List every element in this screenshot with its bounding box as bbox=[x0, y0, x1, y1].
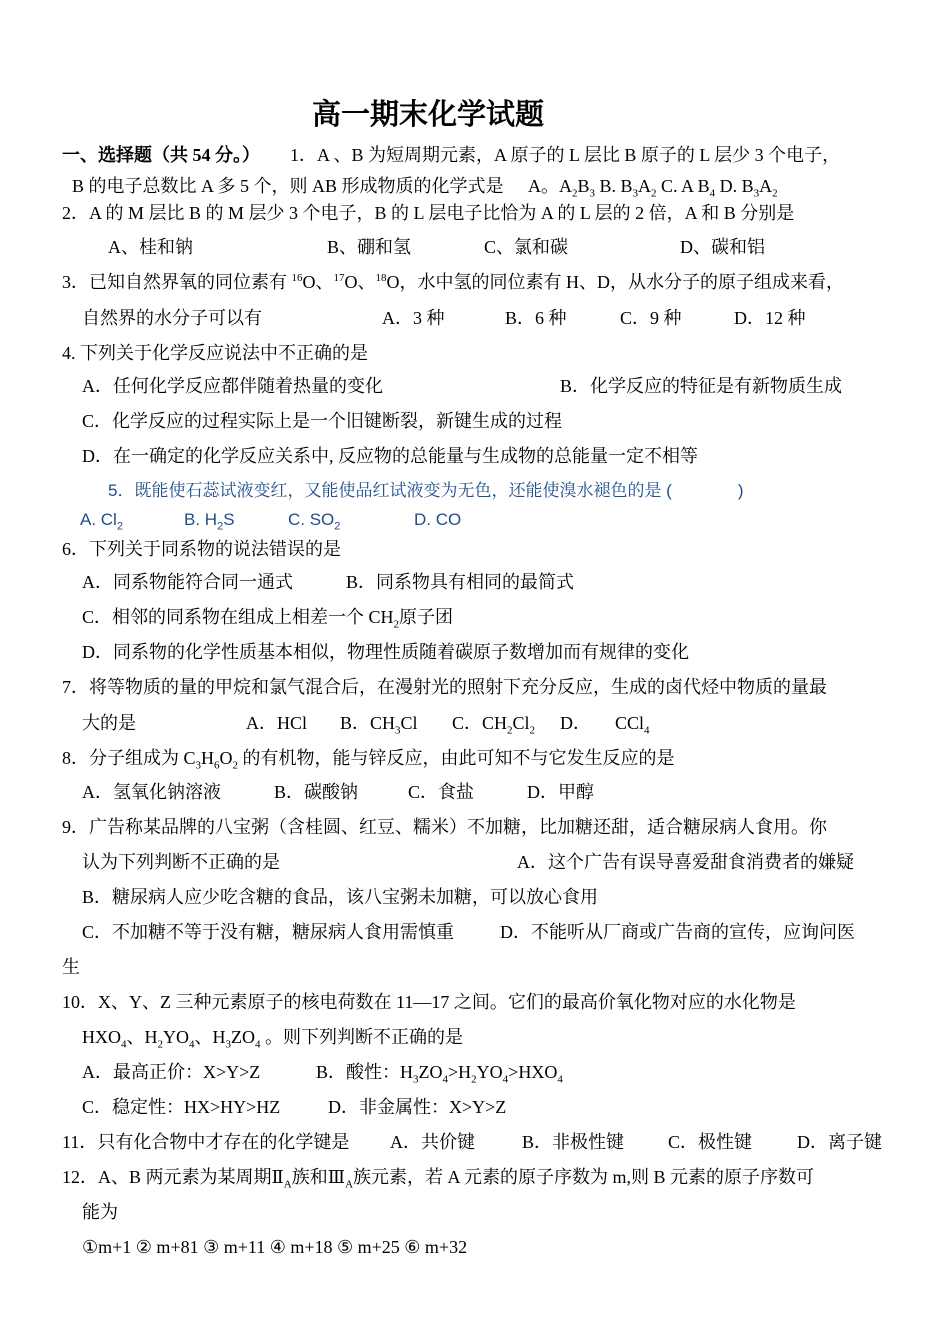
q5-option-c: C. $SO_2$ bbox=[288, 510, 341, 533]
q1-text-b: B 的电子总数比 A 多 5 个，则 AB 形成物质的化学式是 bbox=[72, 176, 504, 196]
q2-option-d: D、碳和铝 bbox=[680, 237, 765, 257]
question-6-stem: 6．下列关于同系物的说法错误的是 bbox=[62, 539, 341, 559]
q4-option-c: C．化学反应的过程实际上是一个旧键断裂，新键生成的过程 bbox=[82, 411, 563, 431]
q1-option-c: C. A $B_4$ bbox=[661, 176, 716, 200]
q9-option-a: A．这个广告有误导喜爱甜食消费者的嫌疑 bbox=[517, 852, 854, 872]
question-3-stem: 3．已知自然界氧的同位素有 $^{16}$O、$^{17}$O、$^{18}$O，水中氢的同位素有 H、D，从水分子的原子组成来看， bbox=[62, 272, 844, 292]
question-8-stem: 8．分子组成为 $C_3H_6O_2$ 的有机物，能与锌反应，由此可知不与它发生反应的是 bbox=[62, 748, 675, 772]
question-10-line-2: $HXO_4$、$H_2YO_4$、$H_3ZO_4$ 。则下列判断不正确的是 bbox=[82, 1027, 463, 1051]
question-9-stem: 9．广告称某品牌的八宝粥（含桂圆、红豆、糯米）不加糖，比加糖还甜，适合糖尿病人食用。你 bbox=[62, 817, 827, 837]
q10-option-d: D．非金属性：X>Y>Z bbox=[328, 1097, 507, 1117]
section-heading: 一、选择题（共 54 分。） bbox=[62, 145, 260, 165]
question-7-line-2: 大的是 bbox=[82, 713, 136, 733]
question-12-line-2: 能为 bbox=[82, 1202, 118, 1222]
q9-option-c: C．不加糖不等于没有糖，糖尿病人食用需慎重 bbox=[82, 922, 455, 942]
q7-option-d: D． CCl$_4$ bbox=[560, 713, 650, 737]
q7-option-b: B．$CH_3Cl$ bbox=[340, 713, 418, 737]
q9-option-d-wrap: 生 bbox=[62, 957, 80, 977]
question-5-stem: 5．既能使石蕊试液变红，又能使品红试液变为无色，还能使溴水褪色的是 ( ) bbox=[108, 481, 744, 500]
q8-option-a: A．氢氧化钠溶液 bbox=[82, 782, 221, 802]
q4-option-b: B．化学反应的特征是有新物质生成 bbox=[560, 376, 843, 396]
question-4-stem: 4. 下列关于化学反应说法中不正确的是 bbox=[62, 343, 368, 363]
q8-option-d: D．甲醇 bbox=[527, 782, 594, 802]
q4-option-a: A．任何化学反应都伴随着热量的变化 bbox=[82, 376, 383, 396]
q2-option-c: C、氯和碳 bbox=[484, 237, 569, 257]
q8-option-c: C．食盐 bbox=[408, 782, 475, 802]
q5-option-a: A. $Cl_2$ bbox=[80, 510, 123, 533]
q4-option-d: D．在一确定的化学反应关系中, 反应物的总能量与生成物的总能量一定不相等 bbox=[82, 446, 698, 466]
q3-option-a: A．3 种 bbox=[382, 308, 445, 328]
q11-option-b: B．非极性键 bbox=[522, 1132, 625, 1152]
question-11-stem: 11．只有化合物中才存在的化学键是 bbox=[62, 1132, 350, 1152]
question-1-line-1 bbox=[62, 143, 840, 167]
q1-option-b: B. $B_3A_2$ bbox=[599, 176, 657, 200]
q2-option-a: A、桂和钠 bbox=[108, 237, 193, 257]
q11-option-a: A．共价键 bbox=[390, 1132, 475, 1152]
question-7-stem: 7．将等物质的量的甲烷和氯气混合后，在漫射光的照射下充分反应，生成的卤代烃中物质的量最 bbox=[62, 677, 827, 697]
q11-option-c: C．极性键 bbox=[668, 1132, 753, 1152]
q6-option-c: C．相邻的同系物在组成上相差一个 $CH_2$原子团 bbox=[82, 607, 454, 631]
q3-option-c: C．9 种 bbox=[620, 308, 682, 328]
q1-text-a: 1．A 、B 为短周期元素，A 原子的 L 层比 B 原子的 L 层少 3 个电子， bbox=[290, 145, 841, 165]
q9-option-b: B．糖尿病人应少吃含糖的食品，该八宝粥未加糖，可以放心食用 bbox=[82, 887, 599, 907]
q3-option-d: D．12 种 bbox=[734, 308, 806, 328]
question-2-stem: 2．A 的 M 层比 B 的 M 层少 3 个电子，B 的 L 层电子比恰为 A 的 L 层的 2 倍，A 和 B 分别是 bbox=[62, 203, 795, 223]
q11-option-d: D．离子键 bbox=[797, 1132, 882, 1152]
q5-option-d: D. CO bbox=[414, 510, 462, 529]
q6-option-d: D．同系物的化学性质基本相似，物理性质随着碳原子数增加而有规律的变化 bbox=[82, 642, 689, 662]
q1-option-d: D. $B_3A_2$ bbox=[719, 176, 778, 200]
q8-option-b: B．碳酸钠 bbox=[274, 782, 359, 802]
q6-option-a: A．同系物能符合同一通式 bbox=[82, 572, 293, 592]
q12-options: ①m+1 ② m+81 ③ m+11 ④ m+18 ⑤ m+25 ⑥ m+32 bbox=[82, 1237, 468, 1257]
q2-option-b: B、硼和氢 bbox=[327, 237, 412, 257]
q3-option-b: B．6 种 bbox=[505, 308, 567, 328]
q9-option-d: D．不能听从厂商或广告商的宣传，应询问医 bbox=[500, 922, 855, 942]
question-9-line-2: 认为下列判断不正确的是 bbox=[82, 852, 280, 872]
q10-option-b: B．酸性：$H_3ZO_4>H_2YO_4>HXO_4$ bbox=[316, 1062, 563, 1086]
q7-option-a: A．HCl bbox=[246, 713, 308, 733]
q10-option-a: A．最高正价：X>Y>Z bbox=[82, 1062, 261, 1082]
q1-option-a: A。$A_2B_3$ bbox=[528, 176, 596, 200]
q10-option-c: C．稳定性：HX>HY>HZ bbox=[82, 1097, 281, 1117]
question-3-line-2: 自然界的水分子可以有 bbox=[82, 308, 262, 328]
question-1-line-2 bbox=[72, 174, 778, 198]
q7-option-c: C．$CH_2Cl_2$ bbox=[452, 713, 536, 737]
q6-option-b: B．同系物具有相同的最简式 bbox=[346, 572, 575, 592]
question-12-stem: 12．A、B 两元素为某周期$Ⅱ_A$族和$Ⅲ_A$族元素，若 A 元素的原子序数为 m,则 B 元素的原子序数可 bbox=[62, 1167, 815, 1191]
q5-option-b: B. $H_2S$ bbox=[184, 510, 235, 533]
page-title: 高一期末化学试题 bbox=[312, 97, 545, 131]
question-10-stem: 10．X、Y、Z 三种元素原子的核电荷数在 11—17 之间。它们的最高价氧化物对应的水化物是 bbox=[62, 992, 796, 1012]
